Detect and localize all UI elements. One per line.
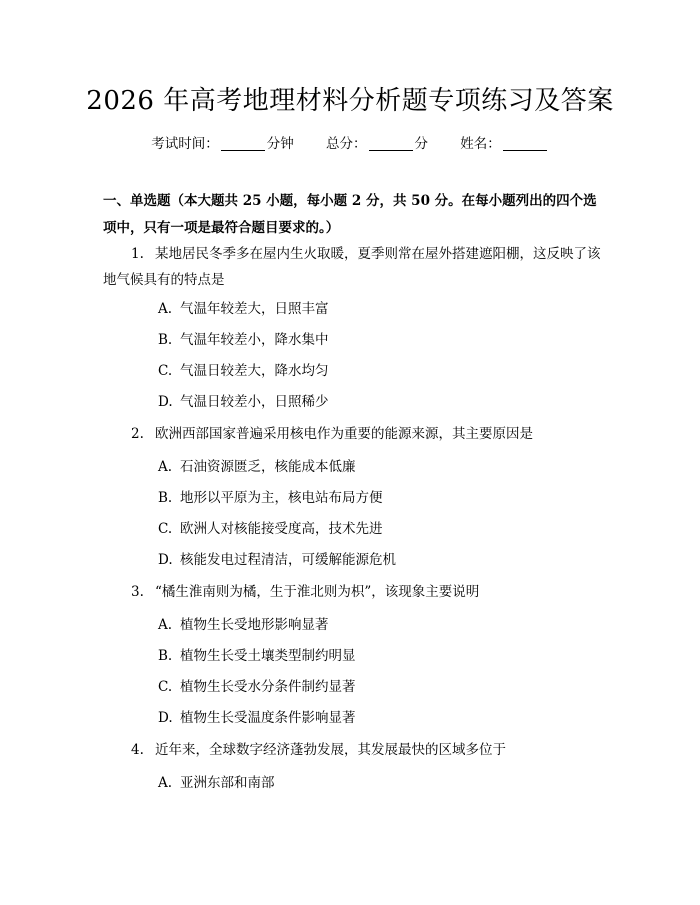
option-letter: A. — [158, 775, 173, 791]
time-label: 考试时间： — [151, 136, 219, 152]
option-text: 核能发电过程清洁，可缓解能源危机 — [180, 552, 396, 568]
option-letter: A. — [158, 301, 173, 317]
question-number: 2. — [131, 426, 144, 442]
option-letter: D. — [158, 394, 173, 410]
score-label: 总分： — [326, 136, 367, 152]
option-text: 气温年较差大，日照丰富 — [180, 301, 329, 317]
question-stem: 近年来，全球数字经济蓬勃发展，其发展最快的区域多位于 — [155, 742, 506, 758]
time-blank — [221, 136, 265, 151]
option-text: 气温日较差大，降水均匀 — [180, 363, 329, 379]
option-text: 地形以平原为主，核电站布局方便 — [180, 490, 383, 506]
exam-info-line — [0, 132, 700, 152]
option-text: 石油资源匮乏，核能成本低廉 — [180, 459, 356, 475]
option-letter: B. — [158, 490, 173, 506]
option-3c — [158, 675, 356, 695]
question-4 — [103, 737, 603, 763]
option-1d — [158, 390, 329, 410]
option-letter: C. — [158, 363, 173, 379]
option-letter: D. — [158, 552, 173, 568]
option-3d — [158, 706, 356, 726]
question-3 — [103, 579, 603, 605]
option-4a — [158, 771, 275, 791]
option-1c — [158, 359, 329, 379]
exam-time — [151, 132, 294, 152]
option-3b — [158, 644, 356, 664]
question-stem: 欧洲西部国家普遍采用核电作为重要的能源来源，其主要原因是 — [155, 426, 533, 442]
question-number: 3. — [131, 584, 144, 600]
option-letter: C. — [158, 521, 173, 537]
name-label: 姓名： — [460, 136, 501, 152]
score-unit: 分 — [414, 136, 428, 152]
option-text: 气温日较差小，日照稀少 — [180, 394, 329, 410]
option-2a — [158, 455, 356, 475]
score-blank — [369, 136, 413, 151]
option-letter: B. — [158, 648, 173, 664]
option-text: 亚洲东部和南部 — [180, 775, 275, 791]
option-letter: D. — [158, 710, 173, 726]
question-2 — [103, 421, 603, 447]
question-number: 1. — [131, 246, 144, 262]
option-text: 欧洲人对核能接受度高，技术先进 — [180, 521, 383, 537]
question-1 — [103, 241, 603, 293]
option-text: 植物生长受温度条件影响显著 — [180, 710, 356, 726]
option-2d — [158, 548, 396, 568]
name-blank — [503, 136, 547, 151]
option-1a — [158, 297, 329, 317]
question-number: 4. — [131, 742, 144, 758]
option-1b — [158, 328, 329, 348]
question-stem: “橘生淮南则为橘，生于淮北则为枳”，该现象主要说明 — [155, 584, 480, 600]
option-2c — [158, 517, 383, 537]
question-stem: 某地居民冬季多在屋内生火取暖，夏季则常在屋外搭建遮阳棚，这反映了该地气候具有的特点是 — [103, 246, 601, 288]
option-text: 植物生长受水分条件制约显著 — [180, 679, 356, 695]
exam-name — [460, 132, 549, 152]
option-text: 气温年较差小，降水集中 — [180, 332, 329, 348]
option-text: 植物生长受土壤类型制约明显 — [180, 648, 356, 664]
section-heading: 一、单选题（本大题共 25 小题，每小题 2 分，共 50 分。在每小题列出的四个选项中，只有一项是最符合题目要求的。） — [103, 193, 597, 236]
option-3a — [158, 613, 329, 633]
option-letter: A. — [158, 617, 173, 633]
option-text: 植物生长受地形影响显著 — [180, 617, 329, 633]
page-title: 2026 年高考地理材料分析题专项练习及答案 — [86, 86, 614, 116]
exam-score — [326, 132, 428, 152]
option-letter: C. — [158, 679, 173, 695]
option-2b — [158, 486, 383, 506]
option-letter: B. — [158, 332, 173, 348]
time-unit: 分钟 — [266, 136, 294, 152]
option-letter: A. — [158, 459, 173, 475]
